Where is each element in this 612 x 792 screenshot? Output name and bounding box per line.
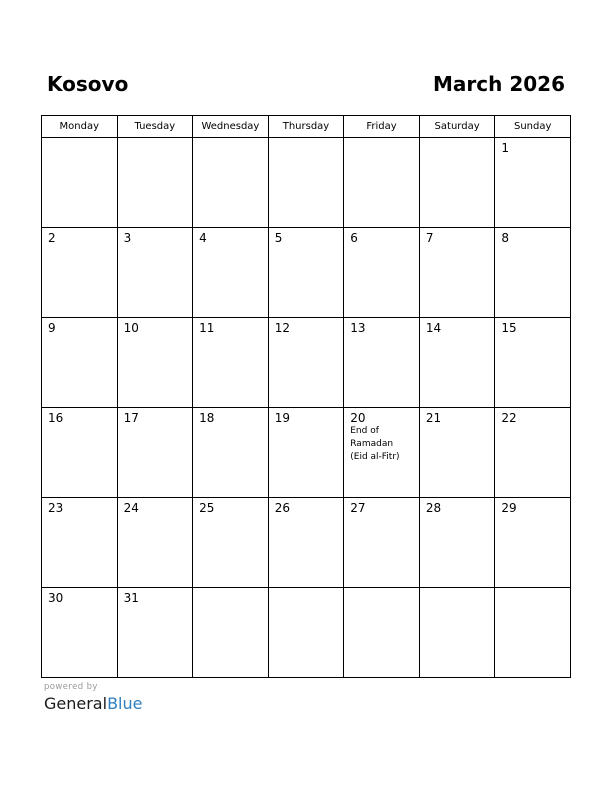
- day-cell: [344, 228, 420, 318]
- day-cell: [193, 588, 269, 678]
- brand-footer: [44, 681, 142, 714]
- day-number: 21: [425, 411, 442, 425]
- week-row: [42, 588, 571, 678]
- day-cell: [268, 588, 344, 678]
- day-cell: [117, 588, 193, 678]
- week-row: [42, 138, 571, 228]
- day-number: 12: [274, 321, 290, 335]
- weekday-header: Thursday: [268, 116, 344, 138]
- week-row: [42, 408, 571, 498]
- weekday-header: Sunday: [495, 116, 571, 138]
- day-number: [344, 588, 419, 591]
- generalblue-logo: [44, 694, 142, 714]
- day-cell: [344, 588, 420, 678]
- powered-by-text: powered by: [44, 682, 98, 692]
- day-cell: [344, 408, 420, 498]
- day-number: 16: [48, 411, 64, 425]
- weekday-header: Wednesday: [193, 116, 269, 138]
- day-number: 11: [199, 321, 215, 335]
- day-number: [269, 138, 344, 141]
- week-row: [42, 318, 571, 408]
- day-cell: [495, 228, 571, 318]
- day-number: 20: [350, 411, 366, 425]
- day-cell: [117, 138, 193, 228]
- day-cell: [42, 228, 118, 318]
- day-number: [495, 588, 570, 591]
- day-cell: [117, 228, 193, 318]
- day-cell: [495, 498, 571, 588]
- day-number: 2: [48, 231, 56, 245]
- day-cell: [42, 588, 118, 678]
- day-number: 26: [274, 501, 290, 515]
- week-row: [42, 498, 571, 588]
- day-cell: [344, 138, 420, 228]
- day-number: [269, 588, 344, 591]
- day-cell: [42, 498, 118, 588]
- day-number: 22: [501, 411, 517, 425]
- day-cell: [193, 318, 269, 408]
- day-cell: [268, 318, 344, 408]
- day-number: 25: [199, 501, 215, 515]
- day-cell: [42, 408, 118, 498]
- day-cell: [344, 318, 420, 408]
- calendar-grid: [41, 115, 571, 678]
- weekday-header: Saturday: [419, 116, 495, 138]
- day-cell: [495, 588, 571, 678]
- week-row: [42, 228, 571, 318]
- day-cell: [42, 138, 118, 228]
- day-cell: [42, 318, 118, 408]
- day-cell: [193, 228, 269, 318]
- day-number: 27: [350, 501, 366, 515]
- day-cell: [268, 408, 344, 498]
- day-number: 5: [274, 231, 283, 245]
- day-number: 13: [350, 321, 366, 335]
- day-cell: [495, 138, 571, 228]
- day-number: 8: [501, 231, 510, 245]
- logo-blue-text: Blue: [107, 694, 143, 713]
- day-cell: [495, 318, 571, 408]
- day-cell: [419, 228, 495, 318]
- day-number: [420, 138, 495, 141]
- day-number: [344, 138, 419, 141]
- day-number: 31: [123, 591, 139, 605]
- day-cell: [419, 138, 495, 228]
- day-number: 14: [425, 321, 442, 335]
- day-cell: [419, 318, 495, 408]
- day-number: 29: [501, 501, 517, 515]
- country-title: Kosovo: [47, 72, 129, 96]
- day-number: 28: [425, 501, 442, 515]
- day-number: [420, 588, 495, 591]
- day-number: 23: [48, 501, 64, 515]
- day-cell: [419, 498, 495, 588]
- day-number: 10: [123, 321, 139, 335]
- holiday-label: End of Ramadan (Eid al-Fitr): [350, 426, 400, 462]
- day-cell: [268, 498, 344, 588]
- day-number: 3: [123, 231, 132, 245]
- day-number: 4: [199, 231, 207, 245]
- day-cell: [268, 228, 344, 318]
- day-number: [42, 138, 117, 141]
- day-number: [193, 138, 268, 141]
- weekday-header: Tuesday: [117, 116, 193, 138]
- day-cell: [419, 588, 495, 678]
- day-cell: [117, 408, 193, 498]
- day-number: 6: [350, 231, 358, 245]
- day-cell: [193, 408, 269, 498]
- day-number: 30: [48, 591, 64, 605]
- day-number: 15: [501, 321, 517, 335]
- calendar-body: [42, 138, 571, 678]
- logo-general-text: General: [44, 694, 108, 713]
- day-cell: [117, 498, 193, 588]
- day-number: 24: [123, 501, 139, 515]
- day-cell: [117, 318, 193, 408]
- day-number: 7: [425, 231, 434, 245]
- day-number: 1: [501, 141, 510, 155]
- day-cell: [495, 408, 571, 498]
- weekday-header: Monday: [42, 116, 118, 138]
- day-number: 19: [274, 411, 290, 425]
- day-cell: [419, 408, 495, 498]
- day-number: [193, 588, 268, 591]
- day-number: 17: [123, 411, 139, 425]
- day-number: 18: [199, 411, 215, 425]
- weekday-header-row: [42, 116, 571, 138]
- day-number: [118, 138, 193, 141]
- weekday-header: Friday: [344, 116, 420, 138]
- day-cell: [344, 498, 420, 588]
- day-number: 9: [48, 321, 56, 335]
- day-cell: [193, 138, 269, 228]
- day-cell: [193, 498, 269, 588]
- month-title: March 2026: [433, 72, 565, 96]
- day-cell: [268, 138, 344, 228]
